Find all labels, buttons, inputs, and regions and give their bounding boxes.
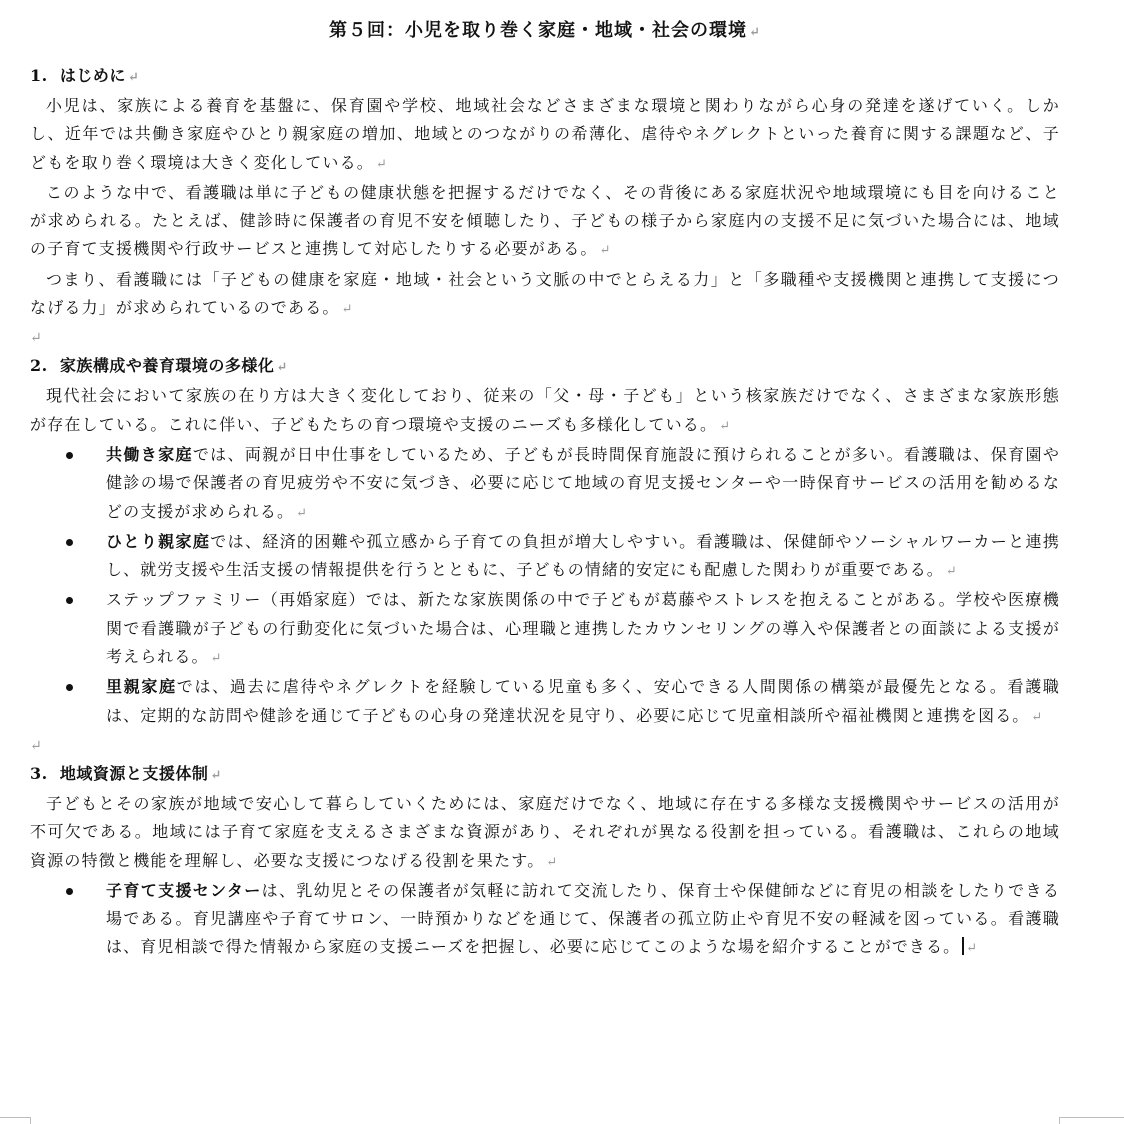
paragraph-mark: ↵ bbox=[719, 418, 732, 434]
paragraph-mark: ↵ bbox=[945, 564, 958, 580]
list-item-term: 共働き家庭 bbox=[106, 444, 193, 464]
list-item-term: 子育て支援センター bbox=[106, 880, 262, 900]
paragraph-mark: ↵ bbox=[210, 651, 223, 667]
section-2-heading: 2. 家族構成や養育環境の多様化 ↵ bbox=[30, 356, 288, 376]
paragraph-mark: ↵ bbox=[1031, 709, 1044, 725]
page-corner-mark-left bbox=[0, 1117, 31, 1124]
list-item-text: ステップファミリー（再婚家庭）では、新たな家族関係の中で子どもが葛藤やストレスを抱えることがある。学校や医療機関で看護職が子どもの行動変化に気づいた場合は、心理職と連携したカウンセリングの導入や保護者との面談による支援が考えられる。 bbox=[106, 590, 1060, 667]
paragraph-mark: ↵ bbox=[341, 302, 354, 318]
paragraph-mark: ↵ bbox=[966, 941, 979, 957]
paragraph-mark: ↵ bbox=[210, 767, 222, 783]
empty-paragraph: ↵ bbox=[30, 737, 42, 754]
list-item bbox=[30, 441, 1060, 528]
list-item bbox=[30, 528, 1060, 587]
section-1-heading: 1. はじめに ↵ bbox=[30, 66, 140, 85]
page-corner-mark-right bbox=[1059, 1117, 1124, 1124]
paragraph-mark: ↵ bbox=[127, 70, 140, 85]
section-2-paragraph-1: 現代社会において家族の在り方は大きく変化しており、従来の「父・母・子ども」という核家族だけでなく、さまざまな家族形態が存在している。これに伴い、子どもたちの育つ環境や支援のニーズも多様化している。 ↵ bbox=[30, 386, 1060, 434]
paragraph-mark: ↵ bbox=[376, 156, 389, 172]
section-1-paragraph-2: このような中で、看護職は単に子どもの健康状態を把握するだけでなく、その背後にある家庭状況や地域環境にも目を向けることが求められる。たとえば、健診時に保護者の育児不安を傾聴したり、子どもの様子から家庭内の支援不足に気づいた場合には、地域の子育て支援機関や行政サービスと連携して対応したりする必要がある。 ↵ bbox=[30, 182, 1060, 259]
section-3-paragraph-1: 子どもとその家族が地域で安心して暮らしていくためには、家庭だけでなく、地域に存在する多様な支援機関やサービスの活用が不可欠である。地域には子育て家庭を支えるさまざまな資源があり、それぞれが異なる役割を担っている。看護職は、これらの地域資源の特徴と機能を理解し、必要な支援につなげる役割を果たす。 ↵ bbox=[30, 793, 1060, 870]
list-item-text: では、両親が日中仕事をしているため、子どもが長時間保育施設に預けられることが多い。看護職は、保育園や健診の場で保護者の育児疲労や不安に気づき、必要に応じて地域の育児支援センターや一時保育サービスの活用を勧めるなどの支援が求められる。 bbox=[106, 444, 1060, 521]
empty-paragraph: ↵ bbox=[30, 330, 42, 347]
section-3-bullet-list bbox=[30, 877, 1060, 964]
paragraph-mark: ↵ bbox=[276, 360, 288, 376]
paragraph-mark: ↵ bbox=[296, 505, 309, 521]
document-body[interactable] bbox=[30, 14, 1060, 964]
section-3-heading: 3. 地域資源と支援体制 ↵ bbox=[30, 763, 222, 783]
paragraph-mark: ↵ bbox=[546, 854, 559, 870]
list-item bbox=[30, 673, 1060, 732]
paragraph-mark: ↵ bbox=[749, 25, 761, 40]
bullet-icon bbox=[66, 888, 73, 895]
bullet-icon bbox=[66, 452, 73, 459]
text-cursor bbox=[962, 937, 964, 955]
list-item-text: では、過去に虐待やネグレクトを経験している児童も多く、安心できる人間関係の構築が最優先となる。看護職は、定期的な訪問や健診を通じて子どもの心身の発達状況を見守り、必要に応じて児童相談所や福祉機関と連携を図る。 bbox=[106, 677, 1060, 725]
bullet-icon bbox=[66, 684, 73, 691]
list-item-term: ひとり親家庭 bbox=[106, 531, 211, 551]
bullet-icon bbox=[66, 597, 73, 604]
paragraph-mark: ↵ bbox=[599, 243, 612, 259]
list-item-text: は、乳幼児とその保護者が気軽に訪れて交流したり、保育士や保健師などに育児の相談をしたりできる場である。育児講座や子育てサロン、一時預かりなどを通じて、保護者の孤立防止や育児不安の軽減を図っている。看護職は、育児相談で得た情報から家庭の支援ニーズを把握し、必要に応じてこのような場を紹介することができる。 bbox=[106, 880, 1060, 957]
list-item bbox=[30, 877, 1060, 964]
section-1-paragraph-1: 小児は、家族による養育を基盤に、保育園や学校、地域社会などさまざまな環境と関わりながら心身の発達を遂げていく。しかし、近年では共働き家庭やひとり親家庭の増加、地域とのつながりの希薄化、虐待やネグレクトといった養育に関する課題など、子どもを取り巻く環境は大きく変化している。 ↵ bbox=[30, 96, 1060, 172]
list-item-text: では、経済的困難や孤立感から子育ての負担が増大しやすい。看護職は、保健師やソーシャルワーカーと連携し、就労支援や生活支援の情報提供を行うとともに、子どもの情緒的安定にも配慮した関わりが重要である。 bbox=[106, 531, 1060, 580]
section-2-bullet-list bbox=[30, 441, 1060, 732]
list-item-term: 里親家庭 bbox=[106, 677, 177, 697]
bullet-icon bbox=[66, 539, 73, 546]
page-title: 第５回：小児を取り巻く家庭・地域・社会の環境 ↵ bbox=[329, 20, 761, 41]
section-1-paragraph-3: つまり、看護職には「子どもの健康を家庭・地域・社会という文脈の中でとらえる力」と「多職種や支援機関と連携して支援につなげる力」が求められているのである。 ↵ bbox=[30, 269, 1060, 318]
list-item bbox=[30, 586, 1060, 673]
